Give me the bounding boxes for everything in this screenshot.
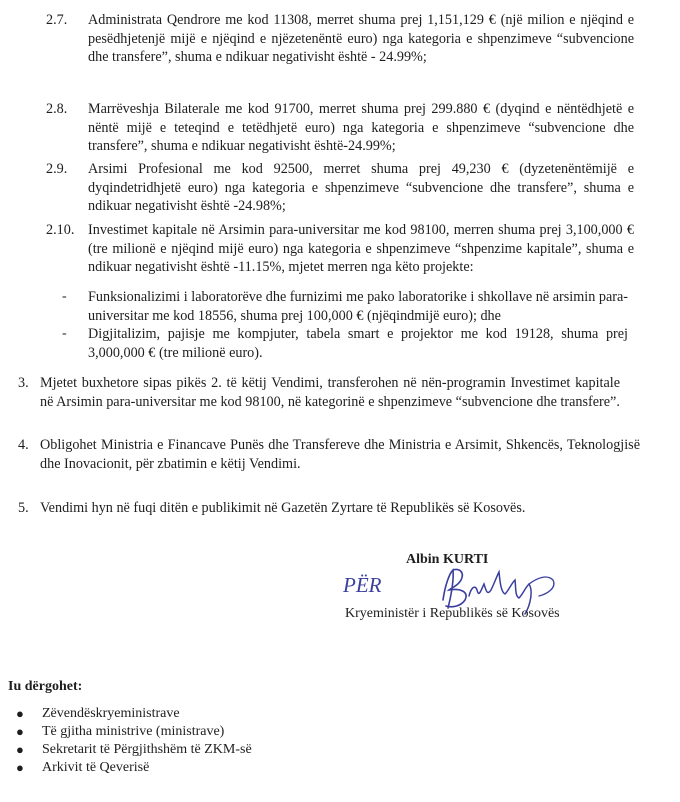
item-number: 2.8. [46,101,68,117]
item-text: Investimet kapitale në Arsimin para-universitar me kod 98100, merren shuma prej 3,100,000 € (tre milionë e njëqind mijë euro) nga kategoria e shpenzimeve “shpenzime kapitale”, shuma e ndikuar negativisht është -11.15%, mjetet merren nga këto projekte: [88,222,634,276]
item-number: 2.10. [46,222,75,238]
project-text: Funksionalizimi i laboratorëve dhe furnizimi me pako laboratorike i shkollave në arsimin para-universitar me kod 18556, shuma prej 100,000 € (njëqindmijë euro); dhe [88,289,628,324]
signature-stroke [443,569,466,608]
item-text: Vendimi hyn në fuqi ditën e publikimit në Gazetën Zyrtare të Republikës së Kosovës. [40,500,526,516]
list-dash: - [62,326,67,341]
signatory-name: Albin KURTI [406,552,489,567]
recipient-label: Të gjitha ministrive (ministrave) [42,724,225,739]
item-number: 3. [18,375,29,391]
item-number: 2.9. [46,161,68,177]
recipient-label: Arkivit të Qeverisë [42,760,150,775]
recipient-label: Sekretarit të Përgjithshëm të ZKM-së [42,742,252,757]
item-number: 4. [18,437,29,453]
signatory-title: Kryeministër i Republikës së Kosovës [345,606,560,621]
item-number: 2.7. [46,12,68,28]
item-text: Administrata Qendrore me kod 11308, merret shuma prej 1,151,129 € (një milion e njëqind e pesëdhjetenjë mijë e njëqind e njëzetenëntë euro) nga kategoria e shpenzimeve “subvencione dhe transfere”, shuma e ndikuar negativisht është - 24.99%; [88,12,634,66]
project-text: Digjitalizim, pajisje me kompjuter, tabela smart e projektor me kod 19128, shuma prej 3,000,000 € (tre milionë euro). [88,326,628,361]
signature-stroke [529,577,554,596]
recipient-label: Zëvendëskryeministrave [42,706,180,721]
item-text: Mjetet buxhetore sipas pikës 2. të këtij Vendimi, transferohen në nën-programin Investimet kapitale në Arsimin para-universitar me kod 98100, në kategorinë e shpenzimeve “subvencione dhe transfere”. [40,375,620,410]
list-dash: - [62,289,67,304]
bullet-icon: ● [16,760,24,775]
handwritten-per: PËR [343,573,382,597]
item-number: 5. [18,500,29,516]
bullet-icon: ● [16,742,24,757]
recipients-heading: Iu dërgohet: [8,679,83,694]
bullet-icon: ● [16,724,24,739]
bullet-icon: ● [16,706,24,721]
item-text: Arsimi Profesional me kod 92500, merret shuma prej 49,230 € (dyzetenëntëmijë e dyqindetridhjetë euro) nga kategoria e shpenzimeve “subvencione dhe transfere”, shuma e ndikuar negativisht është -24.98%; [88,161,634,215]
item-text: Obligohet Ministria e Financave Punës dhe Transfereve dhe Ministria e Arsimit, Shkencës, Teknologjisë dhe Inovacionit, për zbatimin e këtij Vendimi. [40,437,640,472]
item-text: Marrëveshja Bilaterale me kod 91700, merret shuma prej 299.880 € (dyqind e nëntëdhjetë e nëntë mijë e teteqind e tetëdhjetë euro) nga kategoria e shpenzimeve “subvencione dhe transfere”, shuma e ndikuar negativisht është-24.99%; [88,101,634,155]
